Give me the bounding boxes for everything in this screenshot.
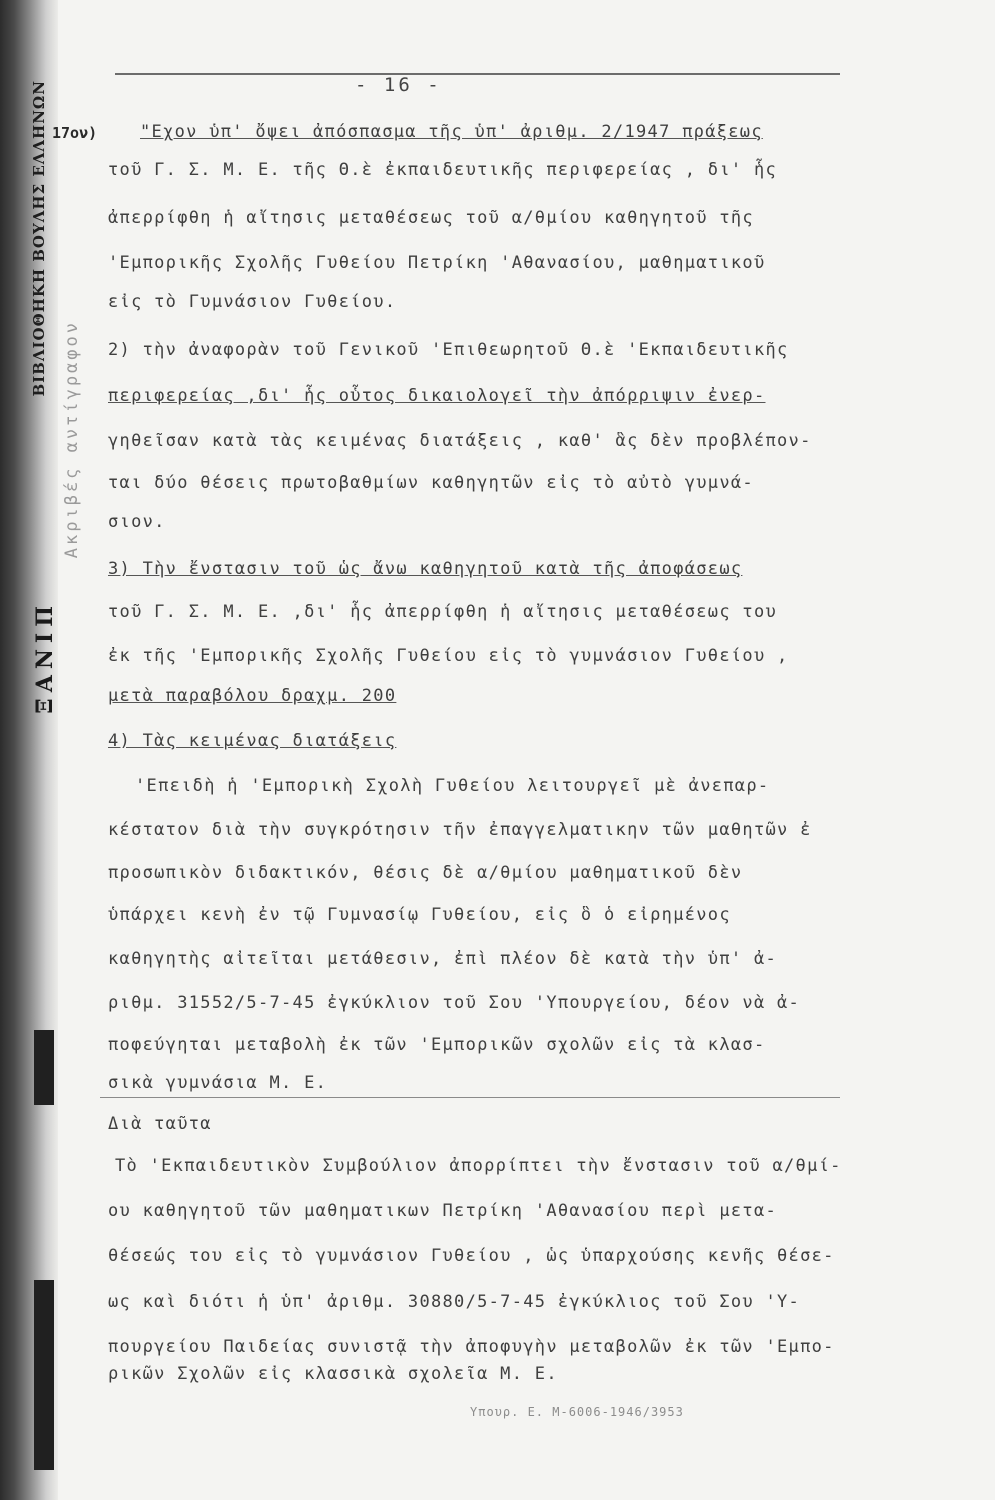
- text-line: γηθεῖσαν κατὰ τὰς κειμένας διατάξεις , καθ' ἃς δὲν προβλέπον-: [108, 431, 812, 451]
- text-line: ποφεύγηται μεταβολὴ ἐκ τῶν 'Εμπορικῶν σχολῶν εἰς τὰ κλασ-: [108, 1035, 766, 1055]
- text-line: τοῦ Γ. Σ. Μ. Ε. τῆς Θ.ὲ ἐκπαιδευτικῆς περιφερείας , δι' ἧς: [108, 160, 778, 180]
- page-number: - 16 -: [355, 74, 442, 96]
- margin-stamp: Ακριβές αντίγραφον: [62, 320, 82, 559]
- text-line: 3) Τὴν ἔνστασιν τοῦ ὡς ἄνω καθηγητοῦ κατὰ τῆς ἀποφάσεως: [108, 559, 743, 579]
- top-rule: [115, 73, 840, 75]
- text-line: 'Εμπορικῆς Σχολῆς Γυθείου Πετρίκη 'Αθανασίου, μαθηματικοῦ: [108, 253, 766, 273]
- text-line: ὑπάρχει κενὴ ἐν τῷ Γυμνασίῳ Γυθείου, εἰς ὃ ὁ εἰρημένος: [108, 905, 731, 925]
- text-line: σιον.: [108, 512, 166, 532]
- text-line: ται δύο θέσεις πρωτοβαθμίων καθηγητῶν εἰς τὸ αὐτὸ γυμνά-: [108, 473, 754, 493]
- text-line: ρικῶν Σχολῶν εἰς κλασσικὰ σχολεῖα Μ. Ε.: [108, 1364, 558, 1384]
- binding-dark-band: [34, 1280, 54, 1470]
- text-line: Τὸ 'Εκπαιδευτικὸν Συμβούλιον ἀπορρίπτει τὴν ἔνστασιν τοῦ α/θμί-: [115, 1156, 842, 1176]
- binding-strip: [0, 0, 58, 1500]
- text-line: καθηγητὴς αἰτεῖται μετάθεσιν, ἐπὶ πλέον δὲ κατὰ τὴν ὑπ' ἀ-: [108, 949, 778, 969]
- text-line: ου καθηγητοῦ τῶν μαθηματικων Πετρίκη 'Αθανασίου περὶ μετα-: [108, 1201, 778, 1221]
- spine-brand-label: ΞΑΝΙΠ: [32, 600, 58, 714]
- text-line: Διὰ ταῦτα: [108, 1114, 212, 1134]
- text-line: θέσεώς του εἰς τὸ γυμνάσιον Γυθείου , ὡς ὑπαρχούσης κενῆς θέσε-: [108, 1246, 835, 1266]
- margin-reference: 17ον): [52, 124, 98, 142]
- binding-dark-band: [34, 1030, 54, 1105]
- text-line: ἐκ τῆς 'Εμπορικῆς Σχολῆς Γυθείου εἰς τὸ γυμνάσιον Γυθείου ,: [108, 646, 789, 666]
- text-line: ἀπερρίφθη ἡ αἴτησις μεταθέσεως τοῦ α/θμίου καθηγητοῦ τῆς: [108, 208, 754, 228]
- text-line: 2) τὴν ἀναφορὰν τοῦ Γενικοῦ 'Επιθεωρητοῦ Θ.ὲ 'Εκπαιδευτικῆς: [108, 340, 789, 360]
- text-line: τοῦ Γ. Σ. Μ. Ε. ,δι' ἧς ἀπερρίφθη ἡ αἴτησις μεταθέσεως του: [108, 602, 778, 622]
- text-line: ως καὶ διότι ἡ ὑπ' ἀριθμ. 30880/5-7-45 ἐγκύκλιος τοῦ Σου 'Υ-: [108, 1292, 801, 1312]
- text-line: 4) Τὰς κειμένας διατάξεις: [108, 731, 397, 751]
- text-line: ριθμ. 31552/5-7-45 ἐγκύκλιον τοῦ Σου 'Υπουργείου, δέον νὰ ἀ-: [108, 993, 801, 1013]
- text-line: κέστατον διὰ τὴν συγκρότησιν τῆν ἐπαγγελματικην τῶν μαθητῶν ἐ: [108, 820, 812, 840]
- text-line: πουργείου Παιδείας συνιστᾷ τὴν ἀποφυγὴν μεταβολῶν ἐκ τῶν 'Εμπο-: [108, 1337, 835, 1357]
- footer-print-code: Υπουρ. Ε. Μ-6006-1946/3953: [470, 1405, 684, 1419]
- text-line: προσωπικὸν διδακτικόν, θέσις δὲ α/θμίου μαθηματικοῦ δὲν: [108, 863, 743, 883]
- text-line: μετὰ παραβόλου δραχμ. 200: [108, 686, 397, 706]
- text-line: 'Επειδὴ ἡ 'Εμπορικὴ Σχολὴ Γυθείου λειτουργεῖ μὲ ἀνεπαρ-: [135, 776, 770, 796]
- text-line: περιφερείας ,δι' ἧς οὗτος δικαιολογεῖ τὴν ἀπόρριψιν ἐνερ-: [108, 386, 766, 406]
- text-line: "Εχον ὑπ' ὄψει ἀπόσπασμα τῆς ὑπ' ἀριθμ. 2/1947 πράξεως: [140, 122, 763, 142]
- section-rule: [100, 1097, 840, 1098]
- text-line: εἰς τὸ Γυμνάσιον Γυθείου.: [108, 292, 397, 312]
- spine-library-label: ΒΙΒΛΙΟΘΗΚΗ ΒΟΥΛΗΣ ΕΛΛΗΝΩΝ: [30, 80, 48, 397]
- text-line: σικὰ γυμνάσια Μ. Ε.: [108, 1073, 328, 1093]
